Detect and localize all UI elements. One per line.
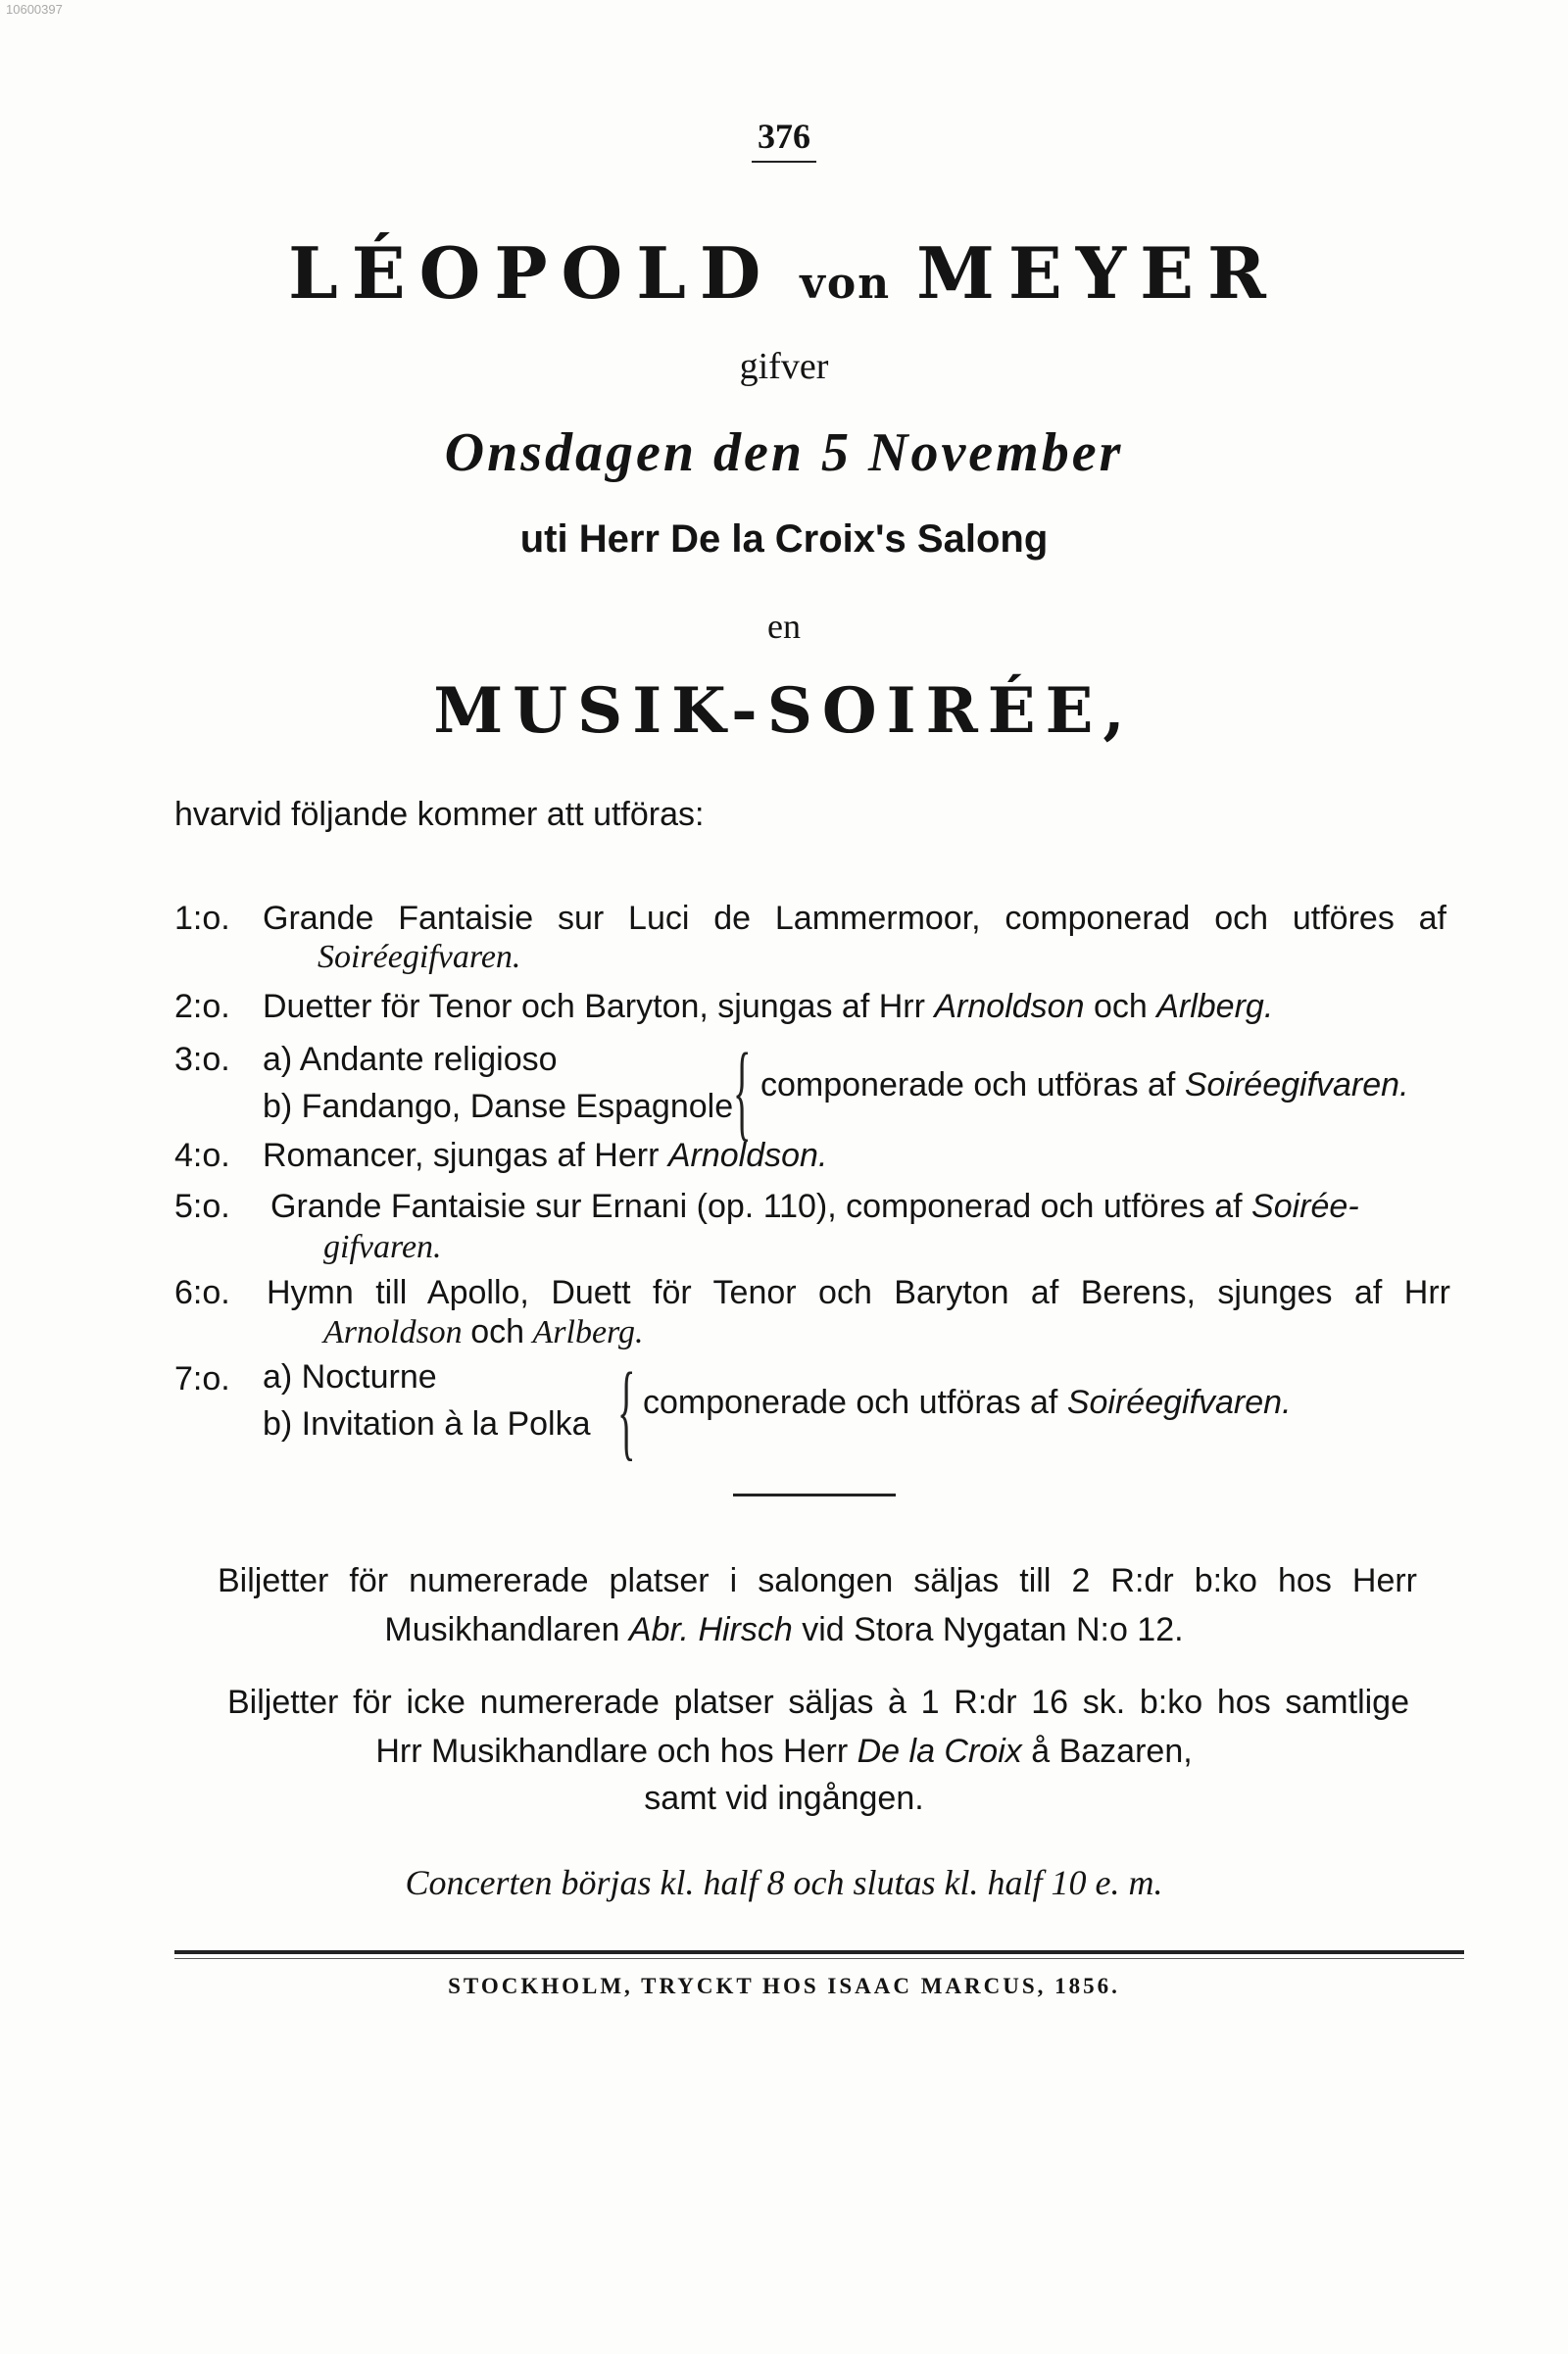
article-line: en (767, 607, 801, 646)
event-title: MUSIK-SOIRÉE, (433, 674, 1135, 748)
tickets-unnumbered-line-1: Biljetter för icke numererade platser säljas à 1 R:dr 16 sk. b:ko hos samtlige (227, 1684, 1409, 1721)
performer-name: Arnoldson. (667, 1137, 828, 1174)
item-text: Grande Fantaisie sur Luci de Lammermoor, componerad och utföres af (263, 900, 1446, 937)
item-number: 5:o. (174, 1188, 230, 1225)
brace: { (617, 1350, 636, 1470)
performer-name: Arnoldson (934, 988, 1085, 1025)
item-performer-continued: gifvaren. (323, 1229, 442, 1265)
item-line (263, 988, 1273, 1026)
ticket-text: Musikhandlaren (384, 1611, 620, 1648)
item-text: Grande Fantaisie sur Ernani (op. 110), componerad och utföres af (270, 1188, 1243, 1225)
item-line (643, 1384, 1292, 1422)
sub-item-a: a) Nocturne (263, 1358, 437, 1396)
tickets-unnumbered-line-3: samt vid ingången. (644, 1780, 924, 1817)
sub-item-b: b) Invitation à la Polka (263, 1405, 591, 1443)
item-number: 4:o. (174, 1137, 230, 1174)
item-line (270, 1188, 1359, 1226)
ticket-text: å Bazaren, (1031, 1733, 1193, 1770)
sub-item-b: b) Fandango, Danse Espagnole (263, 1088, 734, 1125)
item-number: 7:o. (174, 1360, 230, 1398)
title (0, 231, 1568, 315)
item-performer: Soiréegifvaren. (1066, 1384, 1292, 1421)
item-text: Hymn till Apollo, Duett för Tenor och Baryton af Berens, sjunges af Hrr (267, 1274, 1450, 1311)
program-intro: hvarvid följande kommer att utföras: (174, 796, 705, 833)
catalog-stamp: 10600397 (6, 2, 63, 17)
verb-line: gifver (739, 346, 829, 387)
page-number: 376 (0, 116, 1568, 163)
item-line (263, 1137, 827, 1175)
brace: { (733, 1031, 752, 1151)
item-number: 6:o. (174, 1274, 230, 1311)
item-text: Romancer, sjungas af Herr (263, 1137, 660, 1174)
item-performer: Soiréegifvaren. (1184, 1066, 1409, 1103)
date-line: Onsdagen den 5 November (444, 422, 1124, 483)
item-number: 2:o. (174, 988, 230, 1025)
ticket-text: Hrr Musikhandlare och hos Herr (375, 1733, 849, 1770)
performer-name: Arlberg. (532, 1314, 644, 1350)
printer-imprint: STOCKHOLM, TRYCKT HOS ISAAC MARCUS, 1856. (448, 1974, 1120, 1998)
conjunction: och (1093, 988, 1148, 1025)
tickets-numbered-line-2 (0, 1611, 1568, 1649)
concert-time: Concerten börjas kl. half 8 och slutas kl. half 10 e. m. (405, 1863, 1163, 1902)
performer-name: Arnoldson (323, 1314, 463, 1350)
footer-rule-thin (174, 1958, 1464, 1959)
item-performer: Soirée- (1251, 1188, 1359, 1225)
section-divider (733, 1494, 896, 1496)
ticket-text: vid Stora Nygatan N:o 12. (802, 1611, 1184, 1648)
item-number: 3:o. (174, 1041, 230, 1078)
sub-item-a: a) Andante religioso (263, 1041, 558, 1078)
item-line (760, 1066, 1409, 1104)
conjunction: och (470, 1313, 525, 1350)
item-text: Duetter för Tenor och Baryton, sjungas af Hrr (263, 988, 925, 1025)
tickets-unnumbered-line-2 (0, 1733, 1568, 1771)
item-text: componerade och utföras af (760, 1066, 1176, 1103)
item-text: componerade och utföras af (643, 1384, 1058, 1421)
venue-line: uti Herr De la Croix's Salong (519, 517, 1049, 561)
title-first-name: LÉOPOLD (288, 231, 775, 315)
footer-rule (174, 1950, 1464, 1954)
item-line (323, 1313, 644, 1351)
item-performer: Soiréegifvaren. (318, 939, 521, 975)
title-connector: von (800, 259, 892, 309)
vendor-name: De la Croix (857, 1733, 1022, 1770)
tickets-numbered-line-1: Biljetter för numererade platser i salongen säljas till 2 R:dr b:ko hos Herr (218, 1562, 1417, 1599)
vendor-name: Abr. Hirsch (628, 1611, 793, 1648)
performer-name: Arlberg. (1156, 988, 1274, 1025)
item-number: 1:o. (174, 900, 230, 937)
title-last-name: MEYER (916, 231, 1280, 315)
